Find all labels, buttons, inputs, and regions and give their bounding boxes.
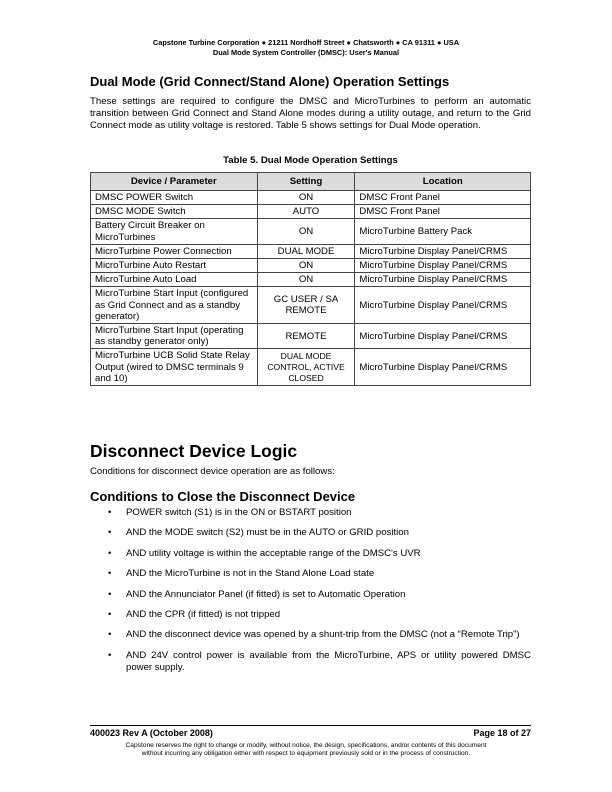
settings-table bbox=[90, 172, 531, 386]
table-cell: MicroTurbine Power Connection bbox=[91, 244, 258, 258]
table-cell: MicroTurbine UCB Solid State Relay Output (wired to DMSC terminals 9 and 10) bbox=[91, 349, 258, 386]
table-row bbox=[91, 244, 531, 258]
list-item: • POWER switch (S1) is in the ON or BSTART position bbox=[90, 507, 531, 519]
table-cell: DMSC MODE Switch bbox=[91, 205, 258, 219]
table-cell: DMSC Front Panel bbox=[355, 191, 531, 205]
table-row bbox=[91, 219, 531, 244]
section-heading-dual-mode: Dual Mode (Grid Connect/Stand Alone) Operation Settings bbox=[90, 74, 450, 89]
page-header-title: Dual Mode System Controller (DMSC): User's Manual bbox=[212, 48, 400, 57]
table-cell: DMSC Front Panel bbox=[355, 205, 531, 219]
table-cell: GC USER / SA REMOTE bbox=[257, 287, 355, 324]
list-item: • AND utility voltage is within the acceptable range of the DMSC's UVR bbox=[90, 548, 531, 560]
table-row bbox=[91, 349, 531, 386]
table-cell: DUAL MODE CONTROL, ACTIVE CLOSED bbox=[257, 349, 355, 386]
table-caption: Table 5. Dual Mode Operation Settings bbox=[223, 155, 398, 166]
footer-doc-id: 400023 Rev A (October 2008) bbox=[90, 728, 213, 738]
table-cell: ON bbox=[257, 273, 355, 287]
table-row bbox=[91, 205, 531, 219]
table-cell: MicroTurbine Display Panel/CRMS bbox=[355, 287, 531, 324]
page-header-company: Capstone Turbine Corporation ● 21211 Nordhoff Street ● Chatsworth ● CA 91311 ● USA bbox=[152, 38, 460, 47]
table-cell: DUAL MODE bbox=[257, 244, 355, 258]
table-cell: AUTO bbox=[257, 205, 355, 219]
table-cell: DMSC POWER Switch bbox=[91, 191, 258, 205]
section-body-dual-mode: These settings are required to configure the DMSC and MicroTurbines to perform an automatic transition between Grid Connect and Stand Alone modes during a utility outage, and return to the Grid Connect mode as utility voltage is restored. Table 5 shows settings for Dual Mode operation. bbox=[90, 96, 531, 132]
list-item: • AND the Annunciator Panel (if fitted) is set to Automatic Operation bbox=[90, 589, 531, 601]
table-cell: MicroTurbine Display Panel/CRMS bbox=[355, 273, 531, 287]
disclaimer-line: without incurring any obligation either with respect to equipment previously sold or in the process of construction. bbox=[141, 750, 471, 758]
table-cell: ON bbox=[257, 219, 355, 244]
table-cell: Battery Circuit Breaker on MicroTurbines bbox=[91, 219, 258, 244]
table-row bbox=[91, 191, 531, 205]
table-cell: REMOTE bbox=[257, 324, 355, 349]
table-cell: MicroTurbine Display Panel/CRMS bbox=[355, 349, 531, 386]
table-cell: MicroTurbine Auto Restart bbox=[91, 259, 258, 273]
list-item: • AND the MicroTurbine is not in the Stand Alone Load state bbox=[90, 568, 531, 580]
section-intro: Conditions for disconnect device operation are as follows: bbox=[90, 466, 335, 477]
column-header: Location bbox=[355, 173, 531, 191]
table-cell: MicroTurbine Auto Load bbox=[91, 273, 258, 287]
table-cell: MicroTurbine Display Panel/CRMS bbox=[355, 244, 531, 258]
subsection-heading-close-conditions: Conditions to Close the Disconnect Device bbox=[90, 489, 356, 504]
list-item: • AND the CPR (if fitted) is not tripped bbox=[90, 609, 531, 621]
section-heading-disconnect-logic: Disconnect Device Logic bbox=[90, 441, 298, 461]
table-cell: MicroTurbine Display Panel/CRMS bbox=[355, 259, 531, 273]
table-header-row bbox=[91, 173, 531, 191]
table-row bbox=[91, 287, 531, 324]
footer-page-number: Page 18 of 27 bbox=[473, 728, 531, 738]
table-cell: ON bbox=[257, 191, 355, 205]
list-item: • AND the MODE switch (S2) must be in the AUTO or GRID position bbox=[90, 527, 531, 539]
footer-disclaimer bbox=[0, 742, 612, 759]
table-row bbox=[91, 259, 531, 273]
table-row bbox=[91, 324, 531, 349]
footer-divider bbox=[90, 725, 531, 726]
disclaimer-line: Capstone reserves the right to change or modify, without notice, the design, specifications, and/or contents of this document bbox=[125, 742, 487, 749]
table-cell: MicroTurbine Start Input (operating as standby generator only) bbox=[91, 324, 258, 349]
column-header: Setting bbox=[257, 173, 355, 191]
column-header: Device / Parameter bbox=[91, 173, 258, 191]
table-cell: ON bbox=[257, 259, 355, 273]
conditions-list bbox=[90, 507, 531, 682]
list-item: • AND the disconnect device was opened by a shunt-trip from the DMSC (not a “Remote Trip”) bbox=[90, 629, 531, 641]
table-cell: MicroTurbine Display Panel/CRMS bbox=[355, 324, 531, 349]
list-item: • AND 24V control power is available from the MicroTurbine, APS or utility powered DMSC power supply. bbox=[90, 650, 531, 674]
table-row bbox=[91, 273, 531, 287]
table-cell: MicroTurbine Battery Pack bbox=[355, 219, 531, 244]
table-cell: MicroTurbine Start Input (configured as Grid Connect and as a standby generator) bbox=[91, 287, 258, 324]
